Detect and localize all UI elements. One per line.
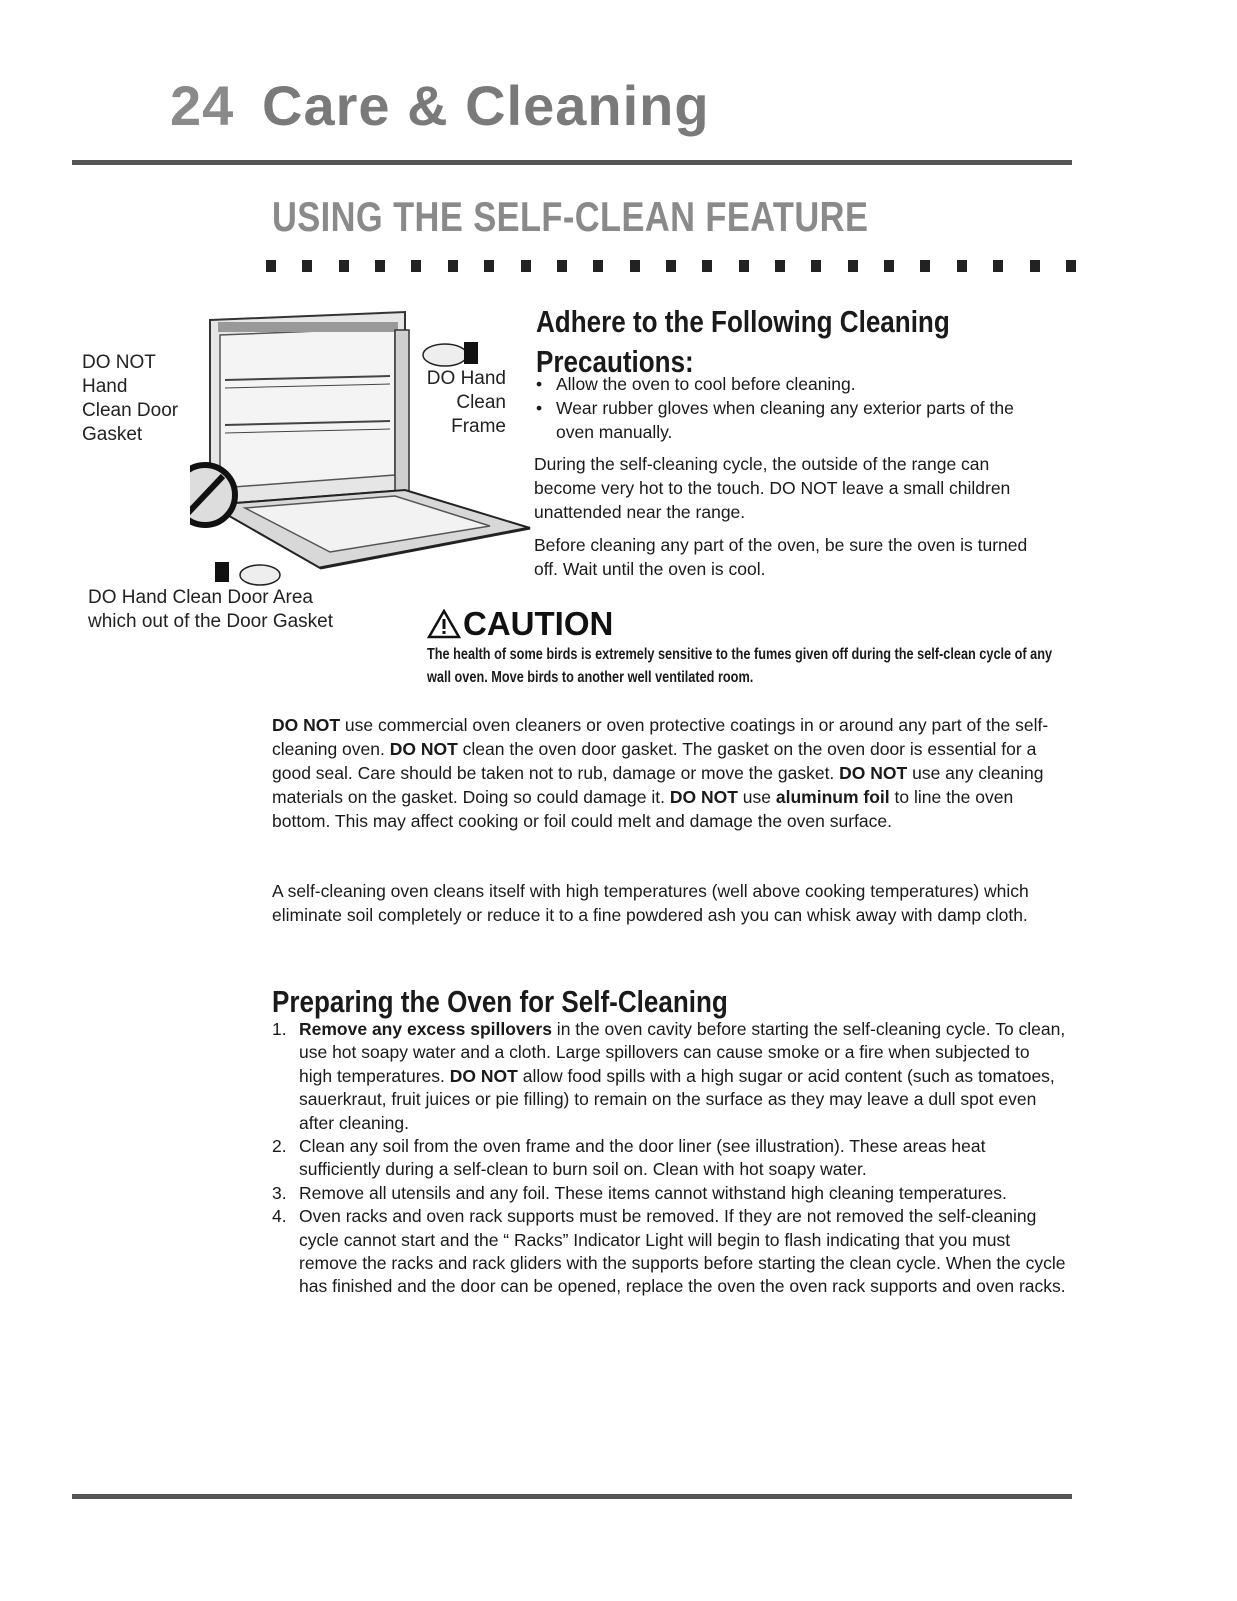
preparing-heading: Preparing the Oven for Self-Cleaning <box>272 984 728 1019</box>
step-number: 2. <box>272 1136 287 1157</box>
top-rule <box>72 160 1072 165</box>
step-number: 1. <box>272 1019 287 1039</box>
divider-dot <box>448 260 458 272</box>
divider-dot <box>302 260 312 272</box>
divider-dot <box>375 260 385 272</box>
emphasis: DO NOT <box>272 715 341 735</box>
list-item <box>272 1018 1067 1135</box>
precautions-list <box>534 372 1054 444</box>
divider-dot <box>630 260 640 272</box>
divider-dot <box>848 260 858 272</box>
page-title: Care & Cleaning <box>262 74 710 137</box>
emphasis: aluminum foil <box>775 787 890 807</box>
section-title: USING THE SELF-CLEAN FEATURE <box>272 193 869 240</box>
text-run: allow food spills with a high sugar or acid content (such as tomatoes, sauerkraut, fruit juices or pie filling) to remain on the surface as they may leave a dull spot even after cleaning. <box>299 1065 1055 1133</box>
emphasis: DO NOT <box>449 1065 518 1086</box>
paragraph-do-not <box>272 713 1062 833</box>
bottom-rule <box>72 1494 1072 1499</box>
list-item <box>272 1135 1067 1182</box>
divider-dot <box>521 260 531 272</box>
divider-dot <box>593 260 603 272</box>
divider-dot <box>557 260 567 272</box>
step-number: 4. <box>272 1206 287 1227</box>
divider-dot <box>993 260 1003 272</box>
divider-dot <box>411 260 421 272</box>
step-number: 3. <box>272 1182 287 1203</box>
divider-dot <box>920 260 930 272</box>
caption-line: DO NOT <box>82 352 156 373</box>
text-run: clean the oven door gasket. The gasket on the oven door is essential for a good seal. Care should be taken not to rub, damage or move the gasket. <box>272 739 1037 783</box>
text-run: Clean any soil from the oven frame and the door liner (see illustration). These areas heat sufficiently during a self-clean to burn soil on. Clean with hot soapy water. <box>299 1136 986 1180</box>
text-run: use commercial oven cleaners or oven protective coatings in or around any part of the self-cleaning oven. <box>272 715 1049 759</box>
caution-word: CAUTION <box>463 605 614 642</box>
page-number: 24 <box>170 74 235 137</box>
precautions-heading <box>536 302 1006 382</box>
caption-line: Clean <box>456 392 506 413</box>
caption-line: DO Hand Clean Door Area <box>88 587 313 608</box>
caution-text: The health of some birds is extremely sensitive to the fumes given off during the self-clean cycle of any wall oven. Move birds to another well ventilated room. <box>427 646 1053 686</box>
caption-do-clean-frame <box>424 367 506 439</box>
paragraph-before-cleaning: Before cleaning any part of the oven, be sure the oven is turned off. Wait until the oven is cool. <box>534 535 1028 579</box>
divider-dot <box>1030 260 1040 272</box>
oven-illustration <box>190 300 550 600</box>
preparing-steps <box>272 1018 1067 1299</box>
text-run: to line the oven bottom. This may affect cooking or foil could melt and damage the oven surface. <box>272 787 1014 831</box>
divider-dot <box>884 260 894 272</box>
divider-dot <box>739 260 749 272</box>
caption-line: Clean Door <box>82 400 179 421</box>
divider-dot <box>339 260 349 272</box>
paragraph-during-cycle: During the self-cleaning cycle, the outside of the range can become very hot to the touch. DO NOT leave a small children unattended near the range. <box>534 454 1011 522</box>
divider-dot <box>775 260 785 272</box>
heading-line: Adhere to the Following Cleaning <box>536 304 950 339</box>
divider-dot <box>1066 260 1076 272</box>
divider-dot <box>957 260 967 272</box>
caption-do-not-clean-gasket <box>82 351 178 447</box>
emphasis: DO NOT <box>669 787 738 807</box>
emphasis: DO NOT <box>839 763 908 783</box>
list-item <box>272 1182 1067 1205</box>
caption-line: Gasket <box>82 424 143 445</box>
emphasis: Remove any excess spillovers <box>299 1019 552 1039</box>
text-run: in the oven cavity before starting the self-cleaning cycle. To clean, use hot soapy water and a cloth. Large spillovers can cause smoke or a fire when subjected to high temperatures. <box>299 1019 1066 1086</box>
text-run: use any cleaning materials on the gasket. Doing so could damage it. <box>272 763 1044 807</box>
list-item: • Wear rubber gloves when cleaning any exterior parts of the oven manually. <box>534 396 1054 444</box>
divider-dot <box>702 260 712 272</box>
divider-dot <box>811 260 821 272</box>
warning-triangle-icon <box>427 609 461 639</box>
text-run: use <box>737 787 776 807</box>
caution-label <box>427 606 613 642</box>
text-run: Oven racks and oven rack supports must be removed. If they are not removed the self-cleaning cycle cannot start and the “ Racks” Indicator Light will begin to flash indicating that you must remove the racks and rack gliders with the supports before starting the clean cycle. When the cycle has finished and the door can be opened, replace the oven the oven rack supports and oven racks. <box>299 1206 1066 1297</box>
caption-line: DO Hand <box>426 368 506 389</box>
paragraph-self-cleaning: A self-cleaning oven cleans itself with high temperatures (well above cooking temperatures) which eliminate soil completely or reduce it to a fine powdered ash you can whisk away with damp cloth. <box>272 881 1029 925</box>
heading-line: Precautions: <box>536 344 694 379</box>
divider-dot <box>484 260 494 272</box>
divider-dot <box>266 260 276 272</box>
list-item: • Allow the oven to cool before cleaning. <box>534 372 1054 396</box>
text-run: Remove all utensils and any foil. These items cannot withstand high cleaning temperatures. <box>299 1182 1007 1203</box>
caption-do-clean-door-area <box>88 586 333 634</box>
dot-divider <box>266 260 1076 274</box>
divider-dot <box>666 260 676 272</box>
list-item <box>272 1205 1067 1299</box>
caption-line: which out of the Door Gasket <box>88 611 334 632</box>
emphasis: DO NOT <box>389 739 458 759</box>
caption-line: Frame <box>451 416 506 437</box>
caption-line: Hand <box>82 376 128 397</box>
